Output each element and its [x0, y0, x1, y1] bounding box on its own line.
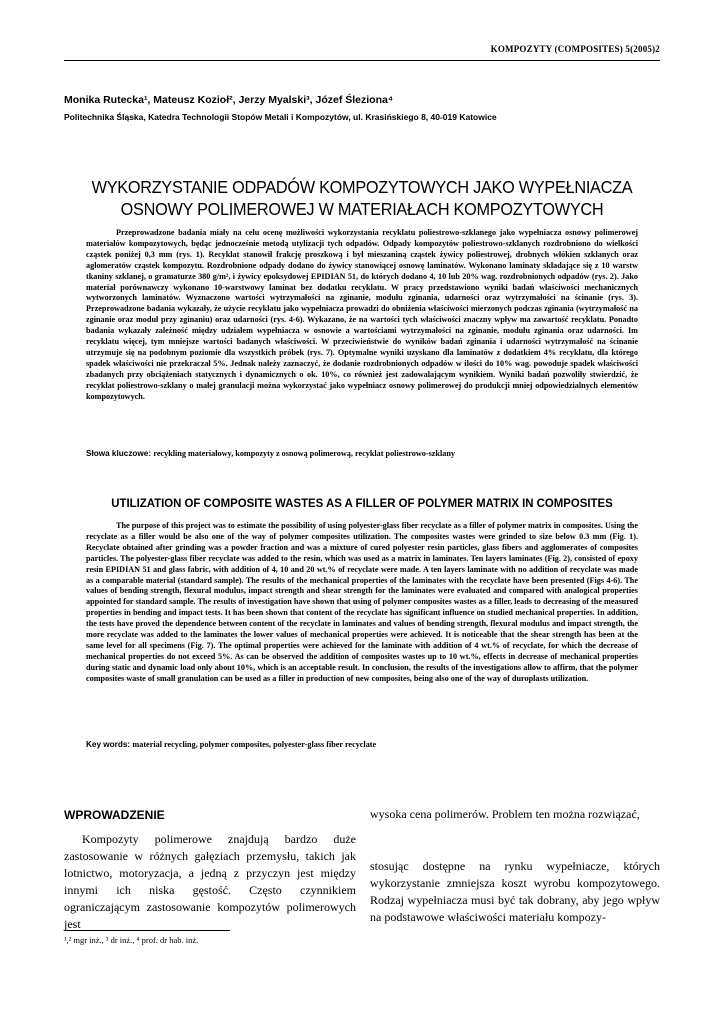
title-polish-line-2: OSNOWY POLIMEROWEJ W MATERIAŁACH KOMPOZYTOWYCH — [120, 199, 604, 219]
abstract-english: The purpose of this project was to estimate the possibility of using polyester-glass fiber recyclate as a filler of polymer matrix in composites. Using the recyclate as a filler would be also one of the way of polymer composites utilization. The composites wastes were grinded to size below 0.3 mm (Fig. 1). Recyclate obtained after grinding was a powder fraction and was a mixture of cured polyester resin particles, glass fibers and agglomerates of composites particles. The polyester-glass fiber recyclate was added to the resin, which was used as a matrix in laminates. Ten layers laminates (Fig. 2), consisted of epoxy resin EPIDIAN 51 and glass fabric, with addition of 4, 10 and 20 wt.% of recyclate were made. A ten layers laminate with no addition of recyclate was made as a comparable material (standard sample). The results of the mechanical properties of the laminates with the recyclate have been presented (Figs 4-6). The values of bending strength, flexural modulus, impact strength and shear strength for the laminates were evaluated and compared with analogical properties appointed for standard sample. The results of investigation have shown that using of polymer composites wastes as a filler, leads to decreasing of the measured properties in bending and impact tests. It has been shown that content of the recyclate has significant influence on studied mechanical properties. In addition, the tests have proved the dependence between content of the recyclate in laminates and values of bending strength, flexural modulus and impact strength, the more recyclate was added to the laminates the lower values of mechanical properties were achieved. It is noticeable that the shear strength has been at the same level for all specimens (Fig. 7). The optimal properties were achieved for the laminate with addition of 4 wt.% of recyclate, for which the decrease of mechanical properties do not exceed 5%. As can be observed the addition of composites wastes up to 10 wt.%, effects in decrease of mechanical properties during static and dynamic load only about 10%, which is an acceptable result. In conclusion, the results of the investigations allow to affirm, that the polymer composites waste of small granulation can be used as a filler in production of new composites, being also one of the way of duroplasts utilization. — [86, 521, 638, 683]
title-english: UTILIZATION OF COMPOSITE WASTES AS A FILLER OF POLYMER MATRIX IN COMPOSITES — [111, 496, 613, 510]
title-polish-line-1: WYKORZYSTANIE ODPADÓW KOMPOZYTOWYCH JAKO WYPEŁNIACZA — [91, 177, 633, 197]
keywords-polish — [86, 449, 638, 458]
affiliation: Politechnika Śląska, Katedra Technologii Stopów Metali i Kompozytów, ul. Krasińskiego 8, 40-019 Katowice — [64, 112, 497, 122]
title-polish — [85, 176, 639, 220]
journal-header: KOMPOZYTY (COMPOSITES) 5(2005)2 — [490, 44, 660, 54]
keywords-english-label: Key words: — [86, 740, 131, 749]
section-heading-introduction: WPROWADZENIE — [64, 808, 165, 822]
intro-right-column-top: wysoka cena polimerów. Problem ten można rozwiązać, — [370, 807, 640, 821]
authors: Monika Rutecka¹, Mateusz Kozioł², Jerzy Myalski³, Józef Śleziona⁴ — [64, 94, 394, 106]
intro-left-column: Kompozyty polimerowe znajdują bardzo duże zastosowanie w różnych gałęziach przemysłu, takich jak lotnictwo, motoryzacja, a jedną z przyczyn jest między innymi ich niska gęstość. Często czynnikiem ograniczającym zastosowanie kompozytów polimerowych jest — [64, 832, 356, 931]
keywords-english — [86, 740, 638, 749]
keywords-polish-label: Słowa kluczowe: — [86, 449, 152, 458]
footnote: ¹,² mgr inż., ³ dr inż., ⁴ prof. dr hab. inż. — [64, 935, 199, 945]
header-rule — [64, 60, 660, 61]
abstract-polish: Przeprowadzone badania miały na celu ocenę możliwości wykorzystania recyklatu poliestrowo-szklanego jako wypełniacza osnowy polimerowej materiałów kompozytowych, będąc jednocześnie metodą utylizacji tych odpadów. Odpady kompozytów poliestrowo-szklanych rozdrobniono do wielkości cząstek poniżej 0,3 mm (rys. 1). Recyklat stanowił frakcję proszkową i był mieszaniną cząstek żywicy poliestrowej, drobnych włókien szklanych oraz aglomeratów cząstek kompozytu. Rozdrobnione odpady dodano do żywicy stanowiącej osnowę laminatów. Wykonano laminaty składające się z 10 warstw tkaniny szklanej, o gramaturze 380 g/m², i żywicy epoksydowej EPIDIAN 51, do których dodano 4, 10 lub 20% wag. rozdrobnionych odpadów (rys. 2). Jako materiał porównawczy wykonano 10-warstwowy laminat bez dodatku recyklatu. W pracy przedstawiono wyniki badań właściwości mechanicznych wytworzonych laminatów. Wyznaczono wartości wytrzymałości na zginanie, modułu zginania, udarności oraz wytrzymałości na ścinanie (rys. 3). Przeprowadzone badania wykazały, że użycie recyklatu jako wypełniacza prowadzi do obniżenia właściwości mierzonych podczas zginania (wytrzymałość na zginanie oraz moduł przy zginaniu) oraz udarności (rys. 4-6). Wykazano, że na wartości tych właściwości znaczny wpływ ma zawartość recyklatu. Ponadto badania wykazały zależność między udziałem wypełniacza w osnowie a wartościami wytrzymałości na zginanie, modułu zginania oraz udarności. Im recyklatu więcej, tym mniejsze wartości badanych właściwości. W przeciwieństwie do wyników badań zginania i udarności wytrzymałość na ścinanie utrzymuje się na podobnym poziomie dla wszystkich próbek (rys. 7). Optymalne wyniki uzyskano dla laminatów z dodatkiem 4% recyklatu, dla którego spadek właściwości nie przekraczał 5%. Jednak należy zaznaczyć, że dodanie rozdrobnionych odpadów w ilości do 10% wag. powoduje spadek właściwości zbadanych przy obciążeniach statycznych i dynamicznych o ok. 10%, co również jest zadowalającym wynikiem. Wyniki badań pozwoliły stwierdzić, że recyklat poliestrowo-szklany o małej granulacji można wykorzystać jako wypełniacz osnowy polimerowej do produkcji mniej odpowiedzialnych elementów kompozytowych. — [86, 228, 638, 401]
keywords-english-text: material recycling, polymer composites, polyester-glass fiber recyclate — [132, 740, 377, 749]
keywords-polish-text: recykling materiałowy, kompozyty z osnową polimerową, recyklat poliestrowo-szklany — [153, 449, 455, 458]
intro-right-column: stosując dostępne na rynku wypełniacze, których wykorzystanie zmniejsza koszt wyrobu kompozytowego. Rodzaj wypełniacza musi być tak dobrany, aby jego wpływ na podstawowe właściwości materiału kompozy- — [370, 859, 660, 924]
footnote-rule — [64, 930, 230, 931]
